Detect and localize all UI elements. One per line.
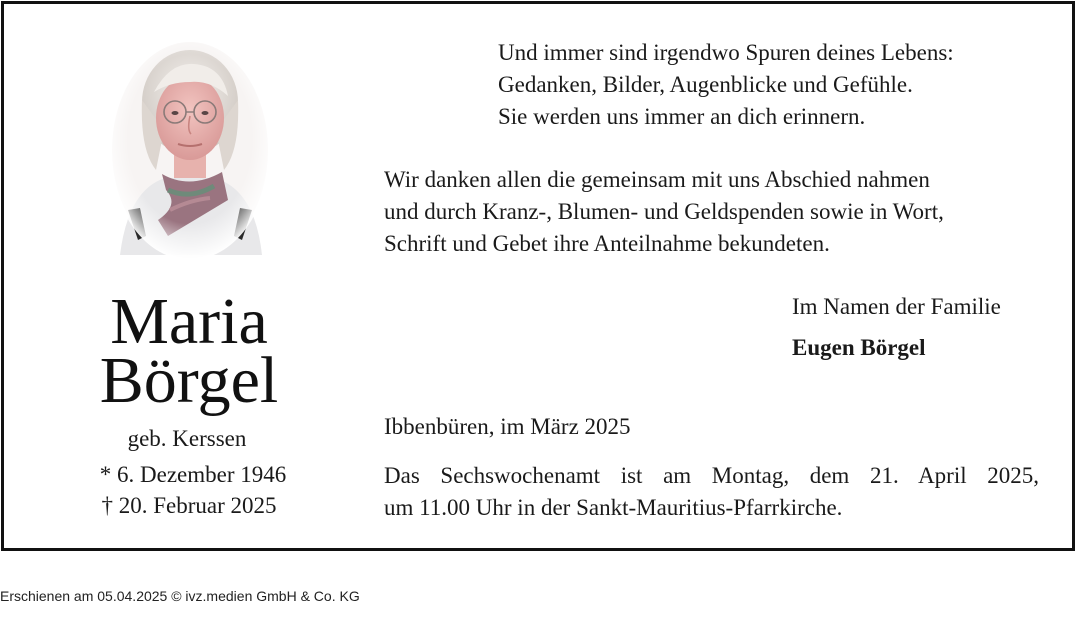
deceased-last-name: Börgel [99, 344, 279, 417]
signature-name: Eugen Börgel [792, 335, 926, 360]
thanks-line: und durch Kranz-, Blumen- und Geldspenden sowie in Wort, [384, 199, 944, 224]
poem-line: Gedanken, Bilder, Augenblicke und Gefühle. [498, 72, 913, 97]
poem-line: Und immer sind irgendwo Spuren deines Lebens: [498, 40, 954, 65]
family-signature-block [792, 291, 1052, 364]
mass-line: um 11.00 Uhr in der Sankt-Mauritius-Pfarrkirche. [384, 495, 843, 520]
memorial-poem [498, 37, 1058, 133]
birth-date: * 6. Dezember 1946 [99, 462, 287, 487]
family-line: Im Namen der Familie [792, 294, 1001, 319]
mass-line: Das Sechswochenamt ist am Montag, dem 21. April 2025, [384, 463, 1039, 488]
thanks-line: Schrift und Gebet ihre Anteilnahme bekundeten. [384, 231, 830, 256]
deceased-first-name: Maria [110, 285, 268, 358]
publication-footer: Erschienen am 05.04.2025 © ivz.medien GmbH & Co. KG [0, 588, 360, 604]
place-and-date: Ibbenbüren, im März 2025 [384, 414, 631, 439]
portrait-photo [110, 40, 270, 260]
obituary-notice [1, 1, 1075, 551]
deceased-column [4, 4, 374, 548]
death-date: † 20. Februar 2025 [101, 493, 277, 518]
thank-you-text [384, 164, 1039, 260]
poem-line: Sie werden uns immer an dich erinnern. [498, 104, 866, 129]
thanks-line: Wir danken allen die gemeinsam mit uns Abschied nahmen [384, 167, 930, 192]
maiden-name: geb. Kerssen [127, 426, 247, 451]
memorial-mass-info [384, 460, 1039, 524]
